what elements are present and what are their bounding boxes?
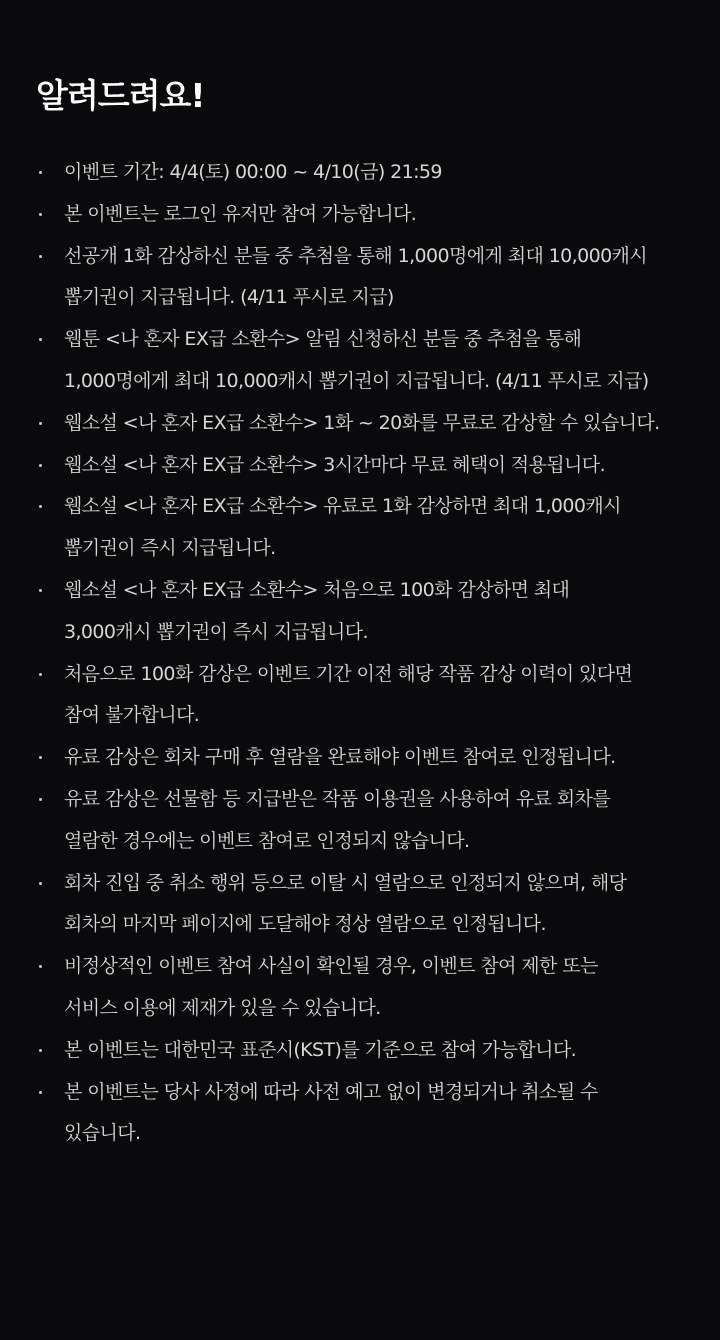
notice-item-text: 유료 감상은 회차 구매 후 열람을 완료해야 이벤트 참여로 인정됩니다.: [64, 746, 616, 769]
bullet-icon: [39, 798, 42, 801]
notice-item-text: 본 이벤트는 당사 사정에 따라 사전 예고 없이 변경되거나 취소될 수: [64, 1080, 598, 1103]
notice-item-text: 웹소설 <나 혼자 EX급 소환수> 3시간마다 무료 혜택이 적용됩니다.: [64, 453, 606, 476]
notice-item-text: 선공개 1화 감상하신 분들 중 추첨을 통해 1,000명에게 최대 10,000캐시: [64, 244, 648, 267]
notice-item-text: 서비스 이용에 제재가 있을 수 있습니다.: [64, 996, 381, 1019]
bullet-icon: [39, 589, 42, 592]
notice-item-text: 처음으로 100화 감상은 이벤트 기간 이전 해당 작품 감상 이력이 있다면: [64, 662, 633, 685]
notice-item-text: 웹툰 <나 혼자 EX급 소환수> 알림 신청하신 분들 중 추첨을 통해: [64, 328, 582, 351]
notice-item-text: 뽑기권이 지급됩니다. (4/11 푸시로 지급): [64, 286, 394, 309]
notice-item: [36, 863, 684, 947]
notice-item-text: 유료 감상은 선물함 등 지급받은 작품 이용권을 사용하여 유료 회차를: [64, 787, 611, 810]
notice-item-text: 본 이벤트는 로그인 유저만 참여 가능합니다.: [64, 202, 417, 225]
bullet-icon: [39, 255, 42, 258]
notice-item: [36, 236, 684, 320]
bullet-icon: [39, 1091, 42, 1094]
notice-item-text: 1,000명에게 최대 10,000캐시 뽑기권이 지급됩니다. (4/11 푸시로 지급): [64, 369, 649, 392]
notice-item-text: 웹소설 <나 혼자 EX급 소환수> 1화 ~ 20화를 무료로 감상할 수 있습니다.: [64, 411, 660, 434]
notice-item-text: 있습니다.: [64, 1122, 141, 1145]
notice-title: 알려드려요!: [36, 76, 205, 115]
notice-item: [36, 403, 684, 445]
bullet-icon: [39, 756, 42, 759]
notice-list: [36, 152, 684, 1155]
notice-item: [36, 486, 684, 570]
notice-item-text: 웹소설 <나 혼자 EX급 소환수> 유료로 1화 감상하면 최대 1,000캐시: [64, 495, 621, 518]
notice-item-text: 웹소설 <나 혼자 EX급 소환수> 처음으로 100화 감상하면 최대: [64, 578, 570, 601]
bullet-icon: [39, 422, 42, 425]
bullet-icon: [39, 965, 42, 968]
notice-item: [36, 1072, 684, 1156]
bullet-icon: [39, 673, 42, 676]
notice-item: [36, 779, 684, 863]
notice-item-text: 열람한 경우에는 이벤트 참여로 인정되지 않습니다.: [64, 829, 470, 852]
notice-item-text: 본 이벤트는 대한민국 표준시(KST)를 기준으로 참여 가능합니다.: [64, 1038, 577, 1061]
notice-item-text: 뽑기권이 즉시 지급됩니다.: [64, 537, 276, 560]
notice-item: [36, 319, 684, 403]
bullet-icon: [39, 464, 42, 467]
bullet-icon: [39, 882, 42, 885]
bullet-icon: [39, 505, 42, 508]
notice-item: [36, 152, 684, 194]
notice-item: [36, 654, 684, 738]
notice-item-text: 회차의 마지막 페이지에 도달해야 정상 열람으로 인정됩니다.: [64, 913, 546, 936]
notice-item-text: 참여 불가합니다.: [64, 704, 200, 727]
notice-item: [36, 570, 684, 654]
bullet-icon: [39, 213, 42, 216]
bullet-icon: [39, 338, 42, 341]
notice-item: [36, 737, 684, 779]
notice-item-text: 회차 진입 중 취소 행위 등으로 이탈 시 열람으로 인정되지 않으며, 해당: [64, 871, 627, 894]
notice-item: [36, 1030, 684, 1072]
notice-item: [36, 445, 684, 487]
notice-item-text: 이벤트 기간: 4/4(토) 00:00 ~ 4/10(금) 21:59: [64, 161, 442, 183]
notice-item-text: 비정상적인 이벤트 참여 사실이 확인될 경우, 이벤트 참여 제한 또는: [64, 955, 598, 978]
bullet-icon: [39, 171, 42, 174]
notice-item: [36, 946, 684, 1030]
bullet-icon: [39, 1049, 42, 1052]
notice-item-text: 3,000캐시 뽑기권이 즉시 지급됩니다.: [64, 620, 368, 643]
notice-item: [36, 194, 684, 236]
